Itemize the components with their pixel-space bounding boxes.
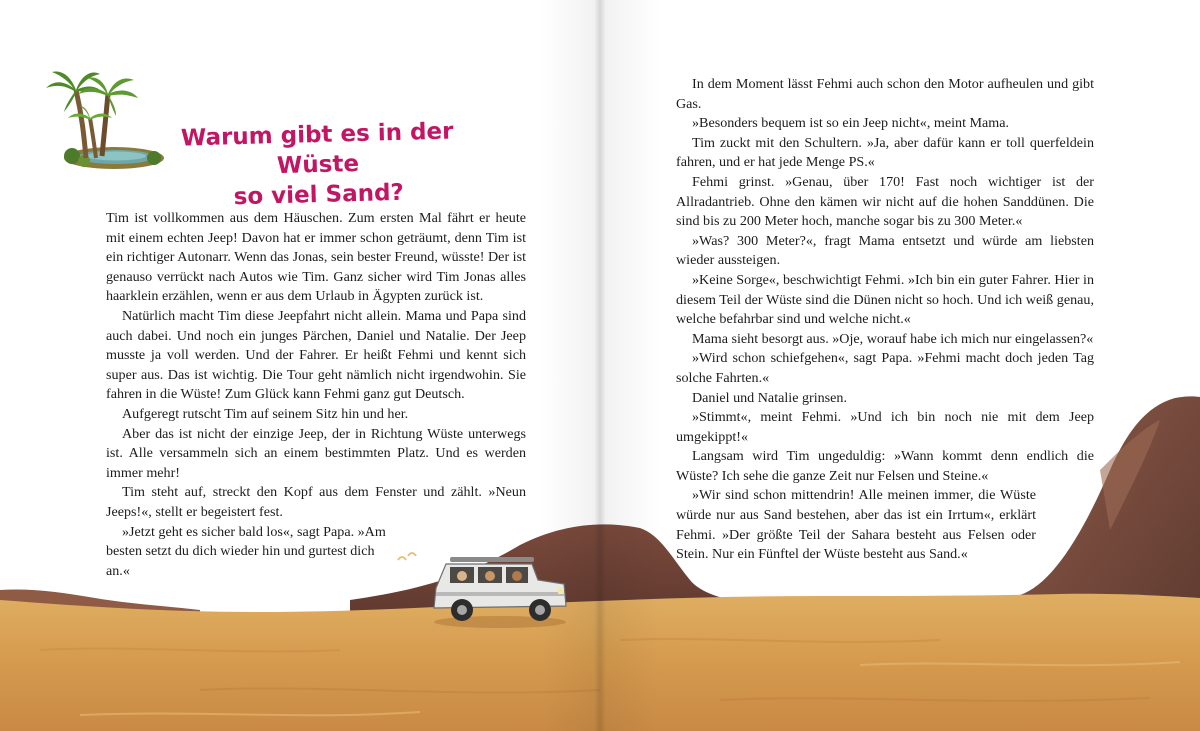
paragraph: »Keine Sorge«, beschwichtigt Fehmi. »Ich bin ein guter Fahrer. Hier in diesem Teil der Wüste sind die Dünen nicht so hoch. Und ich weiß genau, welche befahrbar sind und welche nicht.«	[676, 271, 1094, 328]
paragraph: »Wir sind schon mittendrin! Alle meinen immer, die Wüste würde nur aus Sand bestehen, aber das ist ein Irrtum«, erklärt Fehmi. »Der größte Teil der Sahara besteht aus Felsen oder Stein. Nur ein Fünftel der Wüste besteht aus Sand.«	[676, 487, 1036, 563]
chapter-heading	[167, 116, 469, 214]
paragraph: »Besonders bequem ist so ein Jeep nicht«, meint Mama.	[692, 115, 1010, 132]
paragraph: Mama sieht besorgt aus. »Oje, worauf habe ich mich nur eingelassen?«	[692, 330, 1094, 347]
paragraph: Tim ist vollkommen aus dem Häuschen. Zum ersten Mal fährt er heute mit einem echten Jeep! Davon hat er immer schon geträumt, denn Tim ist ein richtiger Autonarr. Wenn das Jonas, sein bester Freund, wüsste! Der ist genauso verrückt nach Autos wie Tim. Ganz sicher wird Tim Jonas alles haarklein erzählen, wenn er aus dem Urlaub in Ägypten zurück ist.	[106, 210, 526, 305]
heading-line-2: so viel Sand?	[233, 179, 405, 211]
heading-line-1: Warum gibt es in der Wüste	[180, 118, 454, 180]
paragraph: Fehmi grinst. »Genau, über 170! Fast noch wichtiger ist der Allradantrieb. Ohne den kämen wir nicht auf die hohen Sanddünen. Die sind bis zu 200 Meter hoch, manche sogar bis zu 300 Meter.«	[676, 173, 1094, 230]
paragraph: »Wird schon schiefgehen«, sagt Papa. »Fehmi macht doch jeden Tag solche Fahrten.«	[676, 350, 1094, 386]
paragraph: »Jetzt geht es sicher bald los«, sagt Papa. »Am besten setzt du dich wieder hin und gurtest dich an.«	[106, 523, 386, 579]
paragraph: Aber das ist nicht der einzige Jeep, der in Richtung Wüste unterwegs ist. Alle versammeln sich an einem bestimmten Platz. Und es werden immer mehr!	[106, 425, 526, 481]
left-page-text	[106, 209, 526, 581]
paragraph: In dem Moment lässt Fehmi auch schon den Motor aufheulen und gibt Gas.	[676, 76, 1094, 112]
paragraph: Tim zuckt mit den Schultern. »Ja, aber dafür kann er toll querfeldein fahren, und er hat jede Menge PS.«	[676, 134, 1094, 171]
palm-oasis-icon	[44, 66, 174, 176]
paragraph: Langsam wird Tim ungeduldig: »Wann kommt denn endlich die Wüste? Ich sehe die ganze Zeit nur Felsen und Steine.«	[676, 448, 1094, 484]
paragraph: »Was? 300 Meter?«, fragt Mama entsetzt und würde am liebsten wieder aussteigen.	[676, 232, 1094, 269]
paragraph: »Stimmt«, meint Fehmi. »Und ich bin noch nie mit dem Jeep umgekippt!«	[676, 409, 1094, 445]
paragraph: Tim steht auf, streckt den Kopf aus dem Fenster und zählt. »Neun Jeeps!«, stellt er begeistert fest.	[106, 484, 526, 520]
paragraph: Natürlich macht Tim diese Jeepfahrt nicht allein. Mama und Papa sind auch dabei. Und noch ein junges Pärchen, Daniel und Natalie. Der Jeep musste ja voll werden. Und der Fahrer. Er heißt Fehmi und kennt sich super aus. Das ist wichtig. Die Tour geht nämlich nicht irgendwohin. Sie fahren in die Wüste! Zum Glück kann Fehmi ganz gut Deutsch.	[106, 307, 526, 403]
right-page-text	[676, 75, 1094, 565]
paragraph: Daniel und Natalie grinsen.	[692, 389, 847, 406]
paragraph: Aufgeregt rutscht Tim auf seinem Sitz hin und her.	[122, 405, 409, 422]
